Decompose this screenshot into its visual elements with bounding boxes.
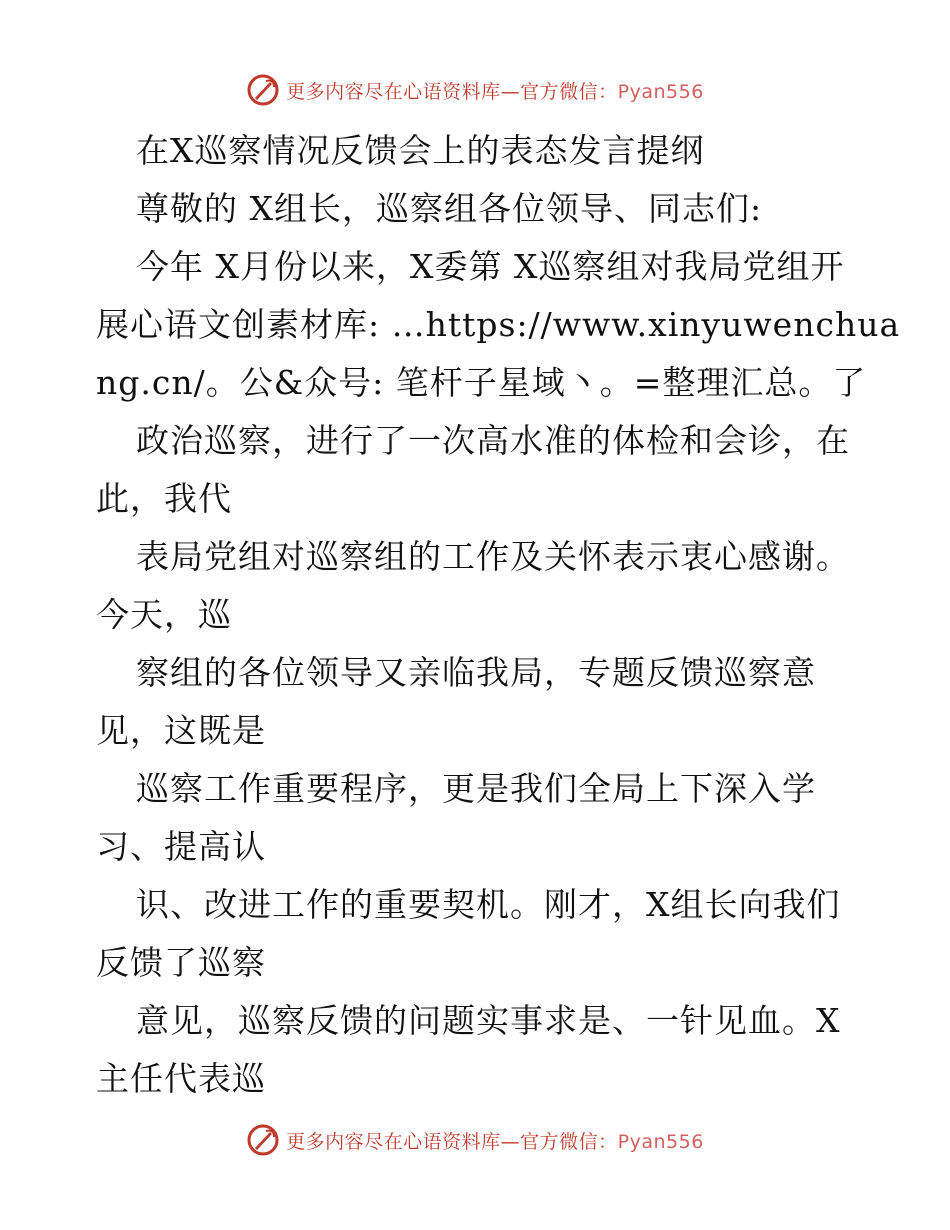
text-line: 巡察工作重要程序，更是我们全局上下深入学 — [136, 769, 816, 808]
text-line: ng.cn/。公&众号: 笔杆子星域丶。=整理汇总。了 — [96, 363, 867, 402]
text-line: 尊敬的 X组长，巡察组各位领导、同志们: — [136, 189, 763, 228]
text-line: 展心语文创素材库: …https://www.xinyuwenchua — [96, 305, 901, 344]
watermark-text: 更多内容尽在心语资料库—官方微信：Pyan556 — [286, 80, 704, 103]
text-line: 在X巡察情况反馈会上的表态发言提纲 — [136, 131, 705, 170]
text-line: 今天，巡 — [96, 595, 232, 634]
header-watermark — [0, 70, 950, 110]
text-line: 察组的各位领导又亲临我局，专题反馈巡察意 — [136, 653, 816, 692]
text-line: 政治巡察，进行了一次高水准的体检和会诊，在 — [136, 421, 850, 460]
text-line: 意见，巡察反馈的问题实事求是、一针见血。X — [136, 1001, 841, 1040]
text-line: 此，我代 — [96, 479, 232, 518]
text-line: 表局党组对巡察组的工作及关怀表示衷心感谢。 — [136, 537, 850, 576]
text-line: 主任代表巡 — [96, 1059, 266, 1098]
text-line: 今年 X月份以来，X委第 X巡察组对我局党组开 — [136, 247, 845, 286]
quill-logo-icon — [246, 1123, 280, 1157]
watermark-text: 更多内容尽在心语资料库—官方微信：Pyan556 — [286, 1130, 704, 1153]
text-line: 习、提高认 — [96, 827, 266, 866]
footer-watermark — [0, 1120, 950, 1160]
text-line: 识、改进工作的重要契机。刚才，X组长向我们 — [136, 885, 841, 924]
text-line: 反馈了巡察 — [96, 943, 266, 982]
quill-logo-icon — [246, 73, 280, 107]
text-line: 见，这既是 — [96, 711, 266, 750]
document-body — [96, 122, 901, 1108]
